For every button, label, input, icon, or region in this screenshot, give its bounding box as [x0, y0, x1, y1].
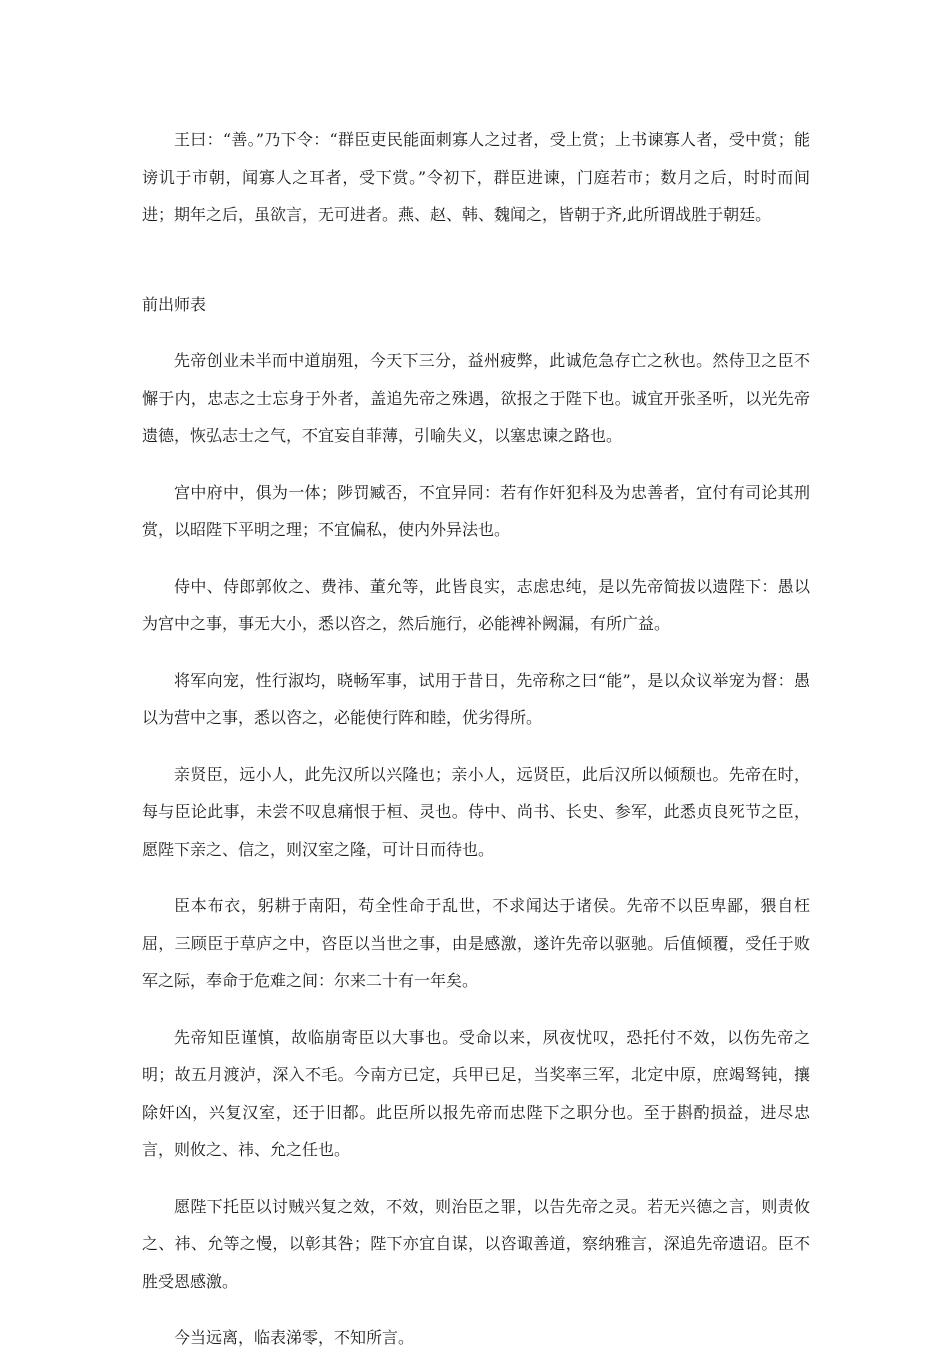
- paragraph-7: 先帝知臣谨慎，故临崩寄臣以大事也。受命以来，夙夜忧叹，恐托付不效，以伤先帝之明；故五月渡泸，深入不毛。今南方已定，兵甲已足，当奖率三军，北定中原，庶竭驽钝，攘除奸凶，兴复汉室，还于旧都。此臣所以报先帝而忠陛下之职分也。至于斟酌损益，进尽忠言，则攸之、祎、允之任也。: [142, 1027, 810, 1159]
- paragraph-6: 臣本布衣，躬耕于南阳，苟全性命于乱世，不求闻达于诸侯。先帝不以臣卑鄙，猥自枉屈，三顾臣于草庐之中，咨臣以当世之事，由是感激，遂许先帝以驱驰。后值倾覆，受任于败军之际，奉命于危难之间：尔来二十有一年矣。: [142, 896, 810, 990]
- document-page: [142, 121, 810, 1357]
- section-title: 前出师表: [142, 294, 207, 314]
- paragraph-5: 亲贤臣，远小人，此先汉所以兴隆也；亲小人，远贤臣，此后汉所以倾颓也。先帝在时，每与臣论此事，未尝不叹息痛恨于桓、灵也。侍中、尚书、长史、参军，此悉贞良死节之臣，愿陛下亲之、信之，则汉室之隆，可计日而待也。: [142, 764, 810, 859]
- intro-paragraph: 王曰：“善。”乃下令：“群臣吏民能面刺寡人之过者，受上赏；上书谏寡人者，受中赏；能谤讥于市朝，闻寡人之耳者，受下赏。”令初下，群臣进谏，门庭若市；数月之后，时时而间进；期年之后，虽欲言，无可进者。燕、赵、韩、魏闻之，皆朝于齐,此所谓战胜于朝廷。: [142, 130, 810, 224]
- paragraph-1: 先帝创业未半而中道崩殂，今天下三分，益州疲弊，此诚危急存亡之秋也。然侍卫之臣不懈于内，忠志之士忘身于外者，盖追先帝之殊遇，欲报之于陛下也。诚宜开张圣听，以光先帝遗德，恢弘志士之气，不宜妄自菲薄，引喻失义，以塞忠谏之路也。: [142, 351, 810, 445]
- memorial-body: [142, 342, 810, 1357]
- paragraph-4: 将军向宠，性行淑均，晓畅军事，试用于昔日，先帝称之曰“能”，是以众议举宠为督：愚以为营中之事，悉以咨之，必能使行阵和睦，优劣得所。: [142, 670, 810, 727]
- paragraph-8: 愿陛下托臣以讨贼兴复之效，不效，则治臣之罪，以告先帝之灵。若无兴德之言，则责攸之、祎、允等之慢，以彰其咎；陛下亦宜自谋，以咨诹善道，察纳雅言，深追先帝遗诏。臣不胜受恩感激。: [142, 1196, 810, 1291]
- paragraph-2: 宫中府中，俱为一体；陟罚臧否，不宜异同：若有作奸犯科及为忠善者，宜付有司论其刑赏，以昭陛下平明之理；不宜偏私，使内外异法也。: [142, 482, 810, 539]
- paragraph-9: 今当远离，临表涕零，不知所言。: [174, 1328, 415, 1347]
- paragraph-3: 侍中、侍郎郭攸之、费祎、董允等，此皆良实，志虑忠纯，是以先帝简拔以遗陛下：愚以为宫中之事，事无大小，悉以咨之，然后施行，必能裨补阙漏，有所广益。: [142, 576, 810, 633]
